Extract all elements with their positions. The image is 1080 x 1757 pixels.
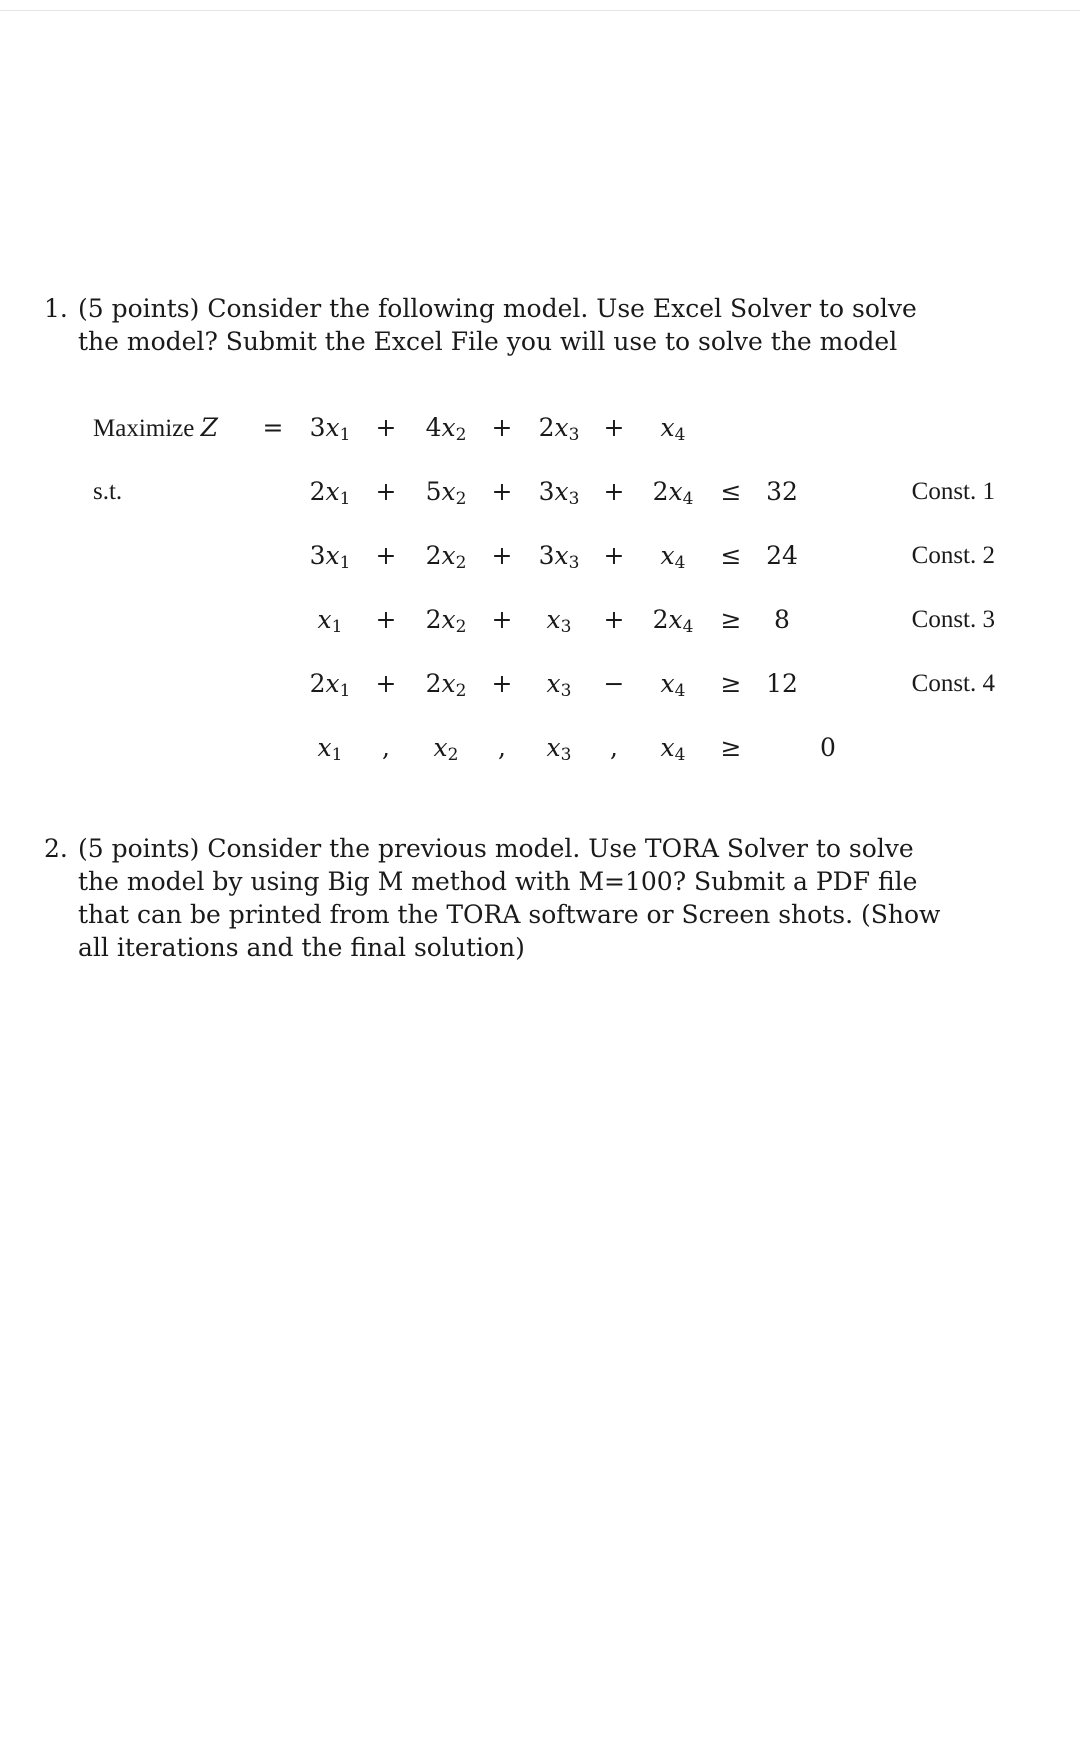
question-2: [44, 832, 944, 964]
constraint-4-name: Const. 4: [911, 670, 995, 697]
constraint-1-term-4: [623, 477, 723, 514]
constraint-4-coef-1: 2: [309, 669, 326, 698]
constraint-2-var-1: $x_1$: [325, 541, 351, 573]
constraint-3-op-3: +: [603, 605, 625, 634]
constraint-2-op-1: +: [375, 541, 397, 570]
nonneg-op-2: ,: [498, 733, 506, 762]
nonneg-relation: ≥: [720, 733, 742, 762]
nonneg-term-4: [623, 733, 723, 770]
constraint-4-op-3: −: [603, 669, 625, 698]
constraint-2-rhs: 24: [766, 541, 798, 570]
constraint-3-sub-3: 3: [560, 617, 572, 637]
constraint-3-coef-4: 2: [652, 605, 669, 634]
constraint-3-term-1: [280, 605, 380, 642]
objective-sub-3: 3: [568, 425, 580, 445]
constraint-4-var-3: $x_3$: [546, 669, 572, 701]
nonneg-var-4: $x_4$: [660, 733, 686, 765]
constraint-4-sub-3: 3: [560, 681, 572, 701]
constraint-4-relation: ≥: [720, 669, 742, 698]
constraint-1-sub-3: 3: [568, 489, 580, 509]
constraint-1-var-1: $x_1$: [325, 477, 351, 509]
nonneg-rhs: 0: [820, 733, 836, 762]
constraint-3-var-3: $x_3$: [546, 605, 572, 637]
constraint-3-rhs: 8: [774, 605, 790, 634]
objective-term-4: [623, 413, 723, 450]
constraint-4-rhs: 12: [766, 669, 798, 698]
constraint-2-sub-2: 2: [455, 553, 467, 573]
constraint-2-term-4: [623, 541, 723, 578]
constraint-2-term-1: [280, 541, 380, 578]
nonneg-sub-3: 3: [560, 745, 572, 765]
objective-sub-2: 2: [455, 425, 467, 445]
constraint-4-sub-2: 2: [455, 681, 467, 701]
question-2-number: 2.: [44, 834, 68, 863]
constraint-1-sub-1: 1: [339, 489, 351, 509]
constraint-4-coef-2: 2: [425, 669, 442, 698]
constraint-4-var-1: $x_1$: [325, 669, 351, 701]
nonneg-sub-4: 4: [674, 745, 686, 765]
constraint-1-term-1: [280, 477, 380, 514]
subject-to-label: s.t.: [93, 478, 123, 505]
constraint-1-var-4: $x_4$: [668, 477, 694, 509]
nonneg-var-3: $x_3$: [546, 733, 572, 765]
nonneg-sub-2: 2: [447, 745, 459, 765]
objective-coef-2: 4: [425, 413, 442, 442]
constraint-1-relation: ≤: [720, 477, 742, 506]
question-1-number: 1.: [44, 294, 68, 323]
objective-equals: =: [262, 413, 284, 442]
constraint-3-name: Const. 3: [911, 606, 995, 633]
constraint-1-coef-4: 2: [652, 477, 669, 506]
constraint-2-var-2: $x_2$: [441, 541, 467, 573]
constraint-2-sub-4: 4: [674, 553, 686, 573]
objective-coef-1: 3: [309, 413, 326, 442]
constraint-2-op-2: +: [491, 541, 513, 570]
constraint-4-term-1: [280, 669, 380, 706]
top-divider: [0, 10, 1080, 11]
constraint-2-coef-3: 3: [538, 541, 555, 570]
constraint-2-coef-1: 3: [309, 541, 326, 570]
constraint-3-op-1: +: [375, 605, 397, 634]
constraint-3-var-4: $x_4$: [668, 605, 694, 637]
objective-var-2: $x_2$: [441, 413, 467, 445]
objective-sub-1: 1: [339, 425, 351, 445]
constraint-1-var-3: $x_3$: [554, 477, 580, 509]
objective-label: [93, 413, 263, 444]
constraint-1-coef-1: 2: [309, 477, 326, 506]
constraint-4-sub-1: 1: [339, 681, 351, 701]
objective-z: Z: [200, 413, 218, 442]
constraint-1-rhs: 32: [766, 477, 798, 506]
nonneg-op-3: ,: [610, 733, 618, 762]
constraint-3-sub-4: 4: [682, 617, 694, 637]
nonneg-term-1: [280, 733, 380, 770]
constraint-3-relation: ≥: [720, 605, 742, 634]
constraint-2-var-3: $x_3$: [554, 541, 580, 573]
constraint-2-name: Const. 2: [911, 542, 995, 569]
constraint-3-term-2: [396, 605, 496, 642]
constraint-3-term-4: [623, 605, 723, 642]
constraint-1-sub-2: 2: [455, 489, 467, 509]
constraint-1-sub-4: 4: [682, 489, 694, 509]
constraint-1-var-2: $x_2$: [441, 477, 467, 509]
objective-op-3: +: [603, 413, 625, 442]
objective-var-3: $x_3$: [554, 413, 580, 445]
constraint-1-op-3: +: [603, 477, 625, 506]
objective-var-1: $x_1$: [325, 413, 351, 445]
constraint-3-sub-2: 2: [455, 617, 467, 637]
constraint-3-op-2: +: [491, 605, 513, 634]
objective-term-1: [280, 413, 380, 450]
question-1-text: (5 points) Consider the following model. Use Excel Solver to solve the model? Submit the Excel File you will use to solve the model: [78, 294, 917, 356]
constraint-1-op-1: +: [375, 477, 397, 506]
constraint-3-sub-1: 1: [331, 617, 343, 637]
constraint-4-op-1: +: [375, 669, 397, 698]
nonneg-var-2: $x_2$: [433, 733, 459, 765]
constraint-3-coef-2: 2: [425, 605, 442, 634]
constraint-4-var-2: $x_2$: [441, 669, 467, 701]
constraint-3-var-2: $x_2$: [441, 605, 467, 637]
constraint-4-term-4: [623, 669, 723, 706]
constraint-4-var-4: $x_4$: [660, 669, 686, 701]
nonneg-term-2: [396, 733, 496, 770]
constraint-1-coef-2: 5: [425, 477, 442, 506]
nonneg-op-1: ,: [382, 733, 390, 762]
nonneg-var-1: $x_1$: [317, 733, 343, 765]
constraint-2-sub-3: 3: [568, 553, 580, 573]
objective-term-2: [396, 413, 496, 450]
constraint-4-op-2: +: [491, 669, 513, 698]
objective-coef-3: 2: [538, 413, 555, 442]
nonneg-sub-1: 1: [331, 745, 343, 765]
lp-model: [0, 0, 1080, 800]
question-1: [44, 292, 944, 358]
constraint-2-op-3: +: [603, 541, 625, 570]
objective-op-2: +: [491, 413, 513, 442]
constraint-2-sub-1: 1: [339, 553, 351, 573]
constraint-2-term-2: [396, 541, 496, 578]
maximize-word: Maximize: [93, 415, 201, 442]
objective-sub-4: 4: [674, 425, 686, 445]
objective-op-1: +: [375, 413, 397, 442]
constraint-1-name: Const. 1: [911, 478, 995, 505]
constraint-1-op-2: +: [491, 477, 513, 506]
objective-var-4: $x_4$: [660, 413, 686, 445]
constraint-4-sub-4: 4: [674, 681, 686, 701]
constraint-1-term-2: [396, 477, 496, 514]
constraint-2-relation: ≤: [720, 541, 742, 570]
constraint-3-var-1: $x_1$: [317, 605, 343, 637]
question-2-text: (5 points) Consider the previous model. Use TORA Solver to solve the model by using Big M method with M=100? Submit a PDF file that can be printed from the TORA software or Screen shots. (Show all iterations and the final solution): [78, 834, 941, 962]
constraint-1-coef-3: 3: [538, 477, 555, 506]
constraint-2-coef-2: 2: [425, 541, 442, 570]
constraint-2-var-4: $x_4$: [660, 541, 686, 573]
constraint-4-term-2: [396, 669, 496, 706]
